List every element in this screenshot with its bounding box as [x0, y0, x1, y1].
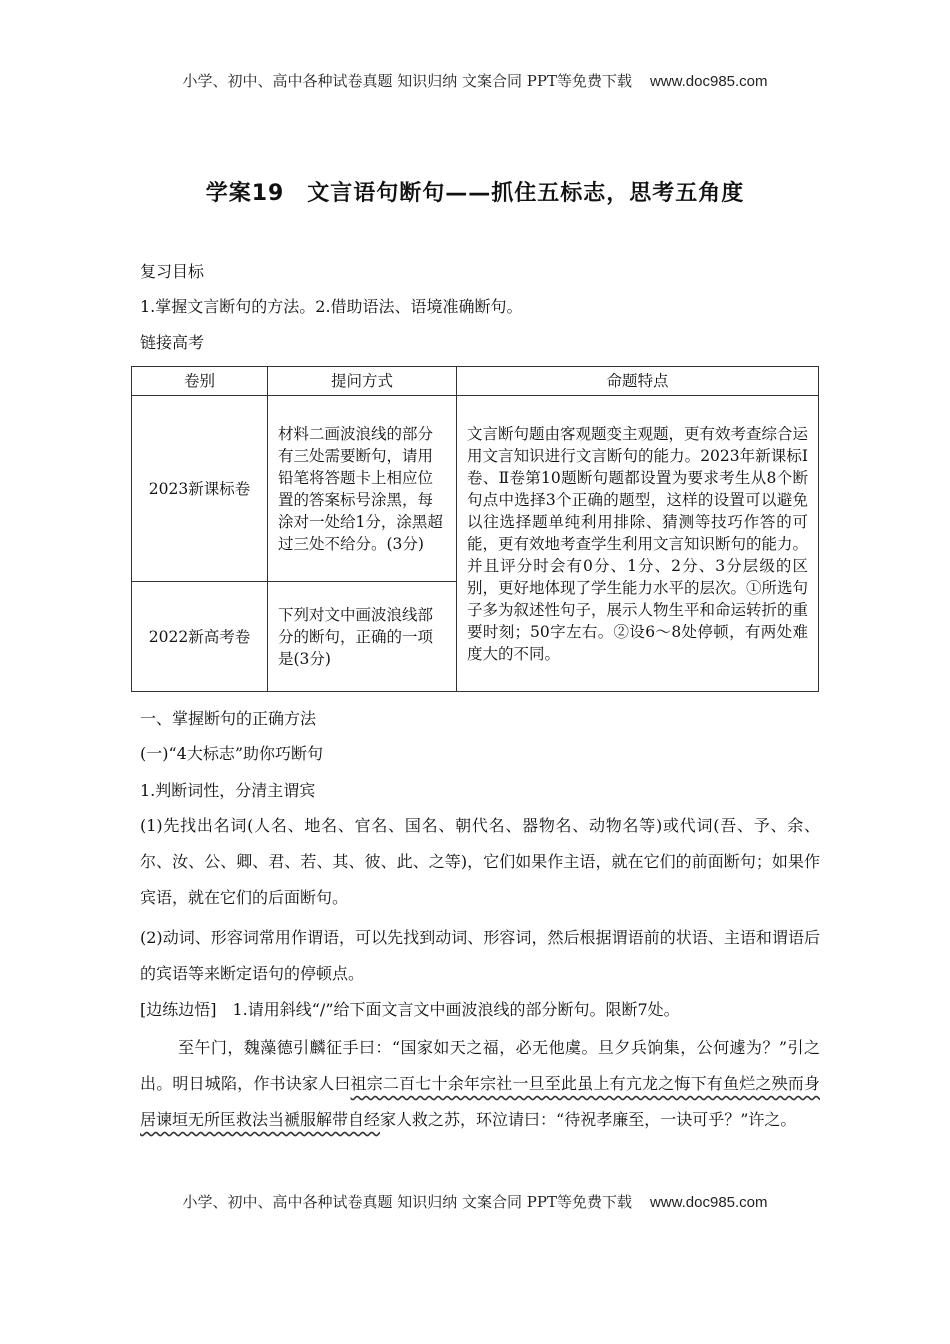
page-header	[0, 70, 950, 91]
exercise-prompt: [边练边悟] 1.请用斜线“/”给下面文言文中画波浪线的部分断句。限断7处。	[140, 1000, 680, 1019]
table-row	[132, 396, 819, 582]
paragraph-nouns: (1)先找出名词(人名、地名、官名、国名、朝代名、器物名、动物名等)或代词(吾、予、余、尔、汝、公、卿、君、若、其、彼、此、之等)，它们如果作主语，就在它们的前面断句；如果作宾语，就在它们的后面断句。	[140, 816, 820, 907]
page-title: 学案19 文言语句断句——抓住五标志，思考五角度	[205, 181, 745, 206]
paragraph-verbs: (2)动词、形容词常用作谓语，可以先找到动词、形容词，然后根据谓语前的状语、主语和谓语后的宾语等来断定语句的停顿点。	[140, 928, 820, 983]
classical-passage	[140, 1030, 820, 1138]
header-paper: 卷别	[132, 367, 268, 396]
paper-cell: 2022新高考卷	[132, 582, 268, 692]
review-heading: 复习目标	[140, 262, 205, 281]
paper-cell: 2023新课标卷	[132, 396, 268, 582]
question-cell: 材料二画波浪线的部分有三处需要断句，请用铅笔将答题卡上相应位置的答案标号涂黑，每涂对一处给1分，涂黑超过三处不给分。(3分)	[268, 396, 457, 582]
table-header-row	[132, 367, 819, 396]
header-question: 提问方式	[268, 367, 457, 396]
passage-text: 家人救之苏，环泣请曰：“待祝孝廉至，一诀可乎？”许之。	[380, 1110, 797, 1129]
point-heading: 1.判断词性，分清主谓宾	[140, 781, 316, 800]
page-footer	[0, 1191, 950, 1212]
header-url[interactable]: www.doc985.com	[649, 73, 768, 90]
features-cell: 文言断句题由客观题变主观题，更有效考查综合运用文言知识进行文言断句的能力。2023年新课标Ⅰ卷、Ⅱ卷第10题断句题都设置为要求考生从8个断句点中选择3个正确的题型，这样的设置可以避免以往选择题单纯利用排除、猜测等技巧作答的可能，更有效地考查学生利用文言知识断句的能力。并且评分时会有0分、1分、2分、3分层级的区别，更好地体现了学生能力水平的层次。①所选句子多为叙述性句子，展示人物生平和命运转折的重要时刻；50字左右。②设6～8处停顿，有两处难度大的不同。	[457, 396, 819, 692]
exam-table	[131, 366, 819, 692]
question-cell: 下列对文中画波浪线部分的断句，正确的一项是(3分)	[268, 582, 457, 692]
review-goals: 1.掌握文言断句的方法。2.借助语法、语境准确断句。	[140, 297, 523, 316]
header-text: 小学、初中、高中各种试卷真题 知识归纳 文案合同 PPT等免费下载	[182, 72, 632, 90]
footer-text: 小学、初中、高中各种试卷真题 知识归纳 文案合同 PPT等免费下载	[182, 1193, 632, 1211]
header-features: 命题特点	[457, 367, 819, 396]
footer-url[interactable]: www.doc985.com	[649, 1194, 768, 1211]
wavy-underlined-text: 祖宗二百七十余年宗社一旦至此虽上有亢龙之悔下有鱼烂之殃而身居谏垣无所匡救法当褫服解带自经	[140, 1074, 820, 1129]
passage-text: 至午门，魏藻德引麟征手曰：“国家如天之福，必无他虞。旦夕兵饷集，公何遽为？”引之出。明日城陷，作书诀家人曰	[140, 1038, 820, 1093]
section-heading: 一、掌握断句的正确方法	[140, 709, 317, 728]
link-heading: 链接高考	[140, 333, 205, 352]
subsection-heading: (一)“4大标志”助你巧断句	[140, 744, 324, 763]
